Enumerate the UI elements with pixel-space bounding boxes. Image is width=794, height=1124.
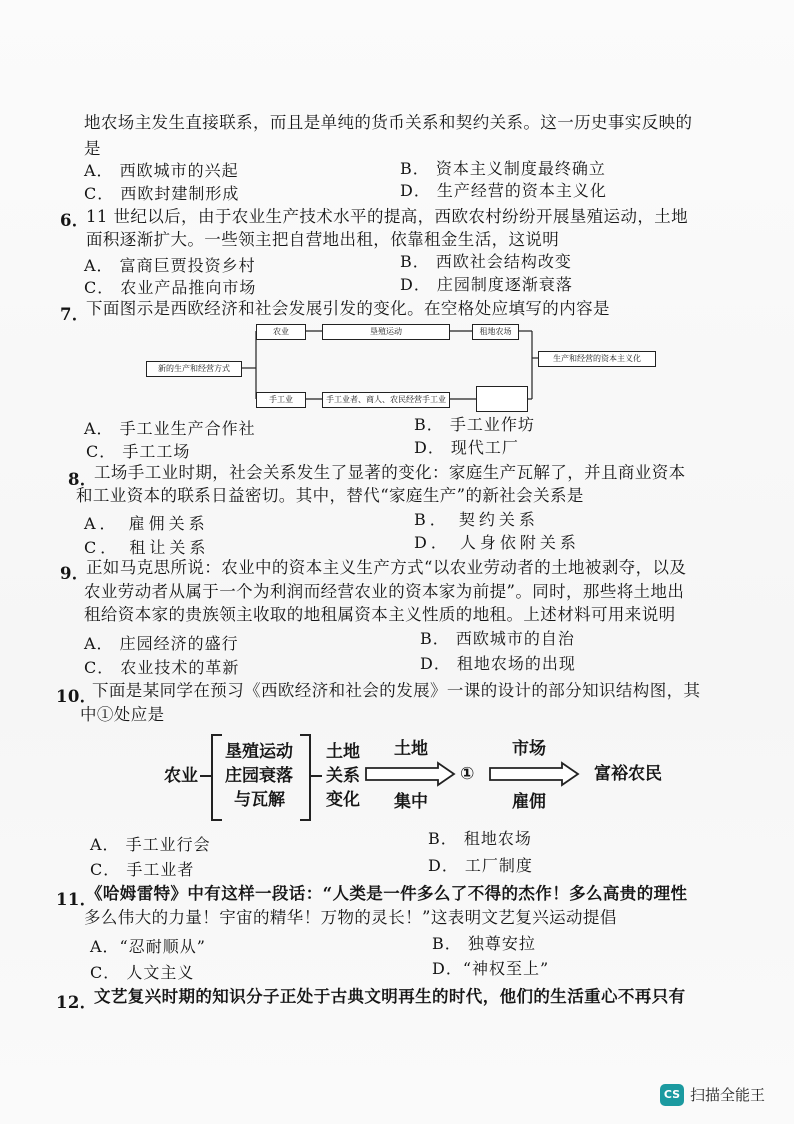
q7-option-b: B． 手工业作坊 xyxy=(414,415,535,434)
q10-rich-farmers: 富裕农民 xyxy=(594,764,662,784)
q10-bracket-line3: 与瓦解 xyxy=(234,790,285,810)
q8-option-d: D． 人身依附关系 xyxy=(414,533,580,552)
q7-number: 7． xyxy=(60,305,89,324)
camscanner-brand: 扫描全能王 xyxy=(690,1086,766,1104)
q10-arrow2-bottom: 雇佣 xyxy=(512,792,546,812)
q9-number: 9． xyxy=(60,564,89,583)
q7-box-right: 生产和经营的资本主义化 xyxy=(538,351,656,367)
q9-stem-line2: 农业劳动者从属于一个为利润而经营农业的资本家为前提”。同时，那些将土地出 xyxy=(84,582,685,601)
q12-stem-line1: 文艺复兴时期的知识分子正处于古典文明再生的时代，他们的生活重心不再只有 xyxy=(94,987,686,1006)
q8-stem-line2: 和工业资本的联系日益密切。其中，替代“家庭生产”的新社会关系是 xyxy=(76,486,584,505)
q7-box-craftsmen: 手工业者、商人、农民经营手工业 xyxy=(322,392,450,408)
q10-mid-line1: 土地 xyxy=(326,742,360,762)
q5-stem-line2: 是 xyxy=(84,139,101,158)
q8-number: 8． xyxy=(68,470,97,489)
q6-stem-line2: 面积逐渐扩大。一些领主把自营地出租，依靠租金生活，这说明 xyxy=(86,230,560,249)
q10-mid-line3: 变化 xyxy=(326,790,360,810)
q10-stem-line2: 中①处应是 xyxy=(80,705,165,724)
q6-option-b: B． 西欧社会结构改变 xyxy=(400,252,572,271)
q11-option-a: A．“忍耐顺从” xyxy=(90,937,206,956)
camscanner-logo-icon: CS xyxy=(660,1084,684,1106)
q9-option-a: A． 庄园经济的盛行 xyxy=(84,634,239,653)
q7-stem: 下面图示是西欧经济和社会发展引发的变化。在空格处应填写的内容是 xyxy=(86,299,610,318)
q8-option-b: B． 契约关系 xyxy=(414,510,539,529)
q11-number: 11． xyxy=(56,890,97,909)
q10-option-a: A． 手工业行会 xyxy=(90,835,211,854)
q6-option-a: A． 富商巨贾投资乡村 xyxy=(84,256,256,275)
q5-option-a: A． 西欧城市的兴起 xyxy=(84,161,239,180)
q9-option-b: B． 西欧城市的自治 xyxy=(420,629,575,648)
q11-option-d: D．“神权至上” xyxy=(432,959,550,978)
q7-box-agriculture: 农业 xyxy=(256,324,306,340)
q10-arrow1-top: 土地 xyxy=(394,739,428,759)
q5-option-c: C． 西欧封建制形成 xyxy=(84,184,240,203)
q10-number: 10． xyxy=(56,687,97,706)
q11-option-b: B． 独尊安拉 xyxy=(432,934,536,953)
q10-bracket-line1: 垦殖运动 xyxy=(225,742,293,762)
q10-option-b: B． 租地农场 xyxy=(428,829,532,848)
q10-option-c: C． 手工业者 xyxy=(90,860,195,879)
q5-option-b: B． 资本主义制度最终确立 xyxy=(400,159,606,178)
q6-option-d: D． 庄园制度逐渐衰落 xyxy=(400,275,573,294)
q10-option-d: D． 工厂制度 xyxy=(428,856,533,875)
q11-stem-line1: 《哈姆雷特》中有这样一段话：“人类是一件多么了不得的杰作！多么高贵的理性 xyxy=(86,884,688,903)
q7-box-reclamation: 垦殖运动 xyxy=(322,324,450,340)
q10-agriculture: 农业 xyxy=(164,766,198,786)
q6-number: 6． xyxy=(60,211,89,230)
q10-bracket-line2: 庄园衰落 xyxy=(225,766,293,786)
q10-circle-blank: ① xyxy=(460,764,475,784)
q9-option-c: C． 农业技术的革新 xyxy=(84,658,240,677)
q7-option-c: C． 手工工场 xyxy=(86,442,191,461)
q9-option-d: D． 租地农场的出现 xyxy=(420,654,576,673)
q10-stem-line1: 下面是某同学在预习《西欧经济和社会的发展》一课的设计的部分知识结构图，其 xyxy=(92,681,701,700)
q6-stem-line1: 11 世纪以后，由于农业生产技术水平的提高，西欧农村纷纷开展垦殖运动，土地 xyxy=(86,207,689,226)
q12-number: 12． xyxy=(56,993,97,1012)
q7-box-left: 新的生产和经营方式 xyxy=(146,361,242,377)
q9-stem-line3: 租给资本家的贵族领主收取的地租属资本主义性质的地租。上述材料可用来说明 xyxy=(84,605,676,624)
q8-option-a: A． 雇佣关系 xyxy=(84,514,209,533)
q6-option-c: C． 农业产品推向市场 xyxy=(84,278,257,297)
q5-stem-line1: 地农场主发生直接联系，而且是单纯的货币关系和契约关系。这一历史事实反映的 xyxy=(84,113,693,132)
q8-stem-line1: 工场手工业时期，社会关系发生了显著的变化：家庭生产瓦解了，并且商业资本 xyxy=(94,463,686,482)
q11-stem-line2: 多么伟大的力量！宇宙的精华！万物的灵长！”这表明文艺复兴运动提倡 xyxy=(84,908,617,927)
q7-option-a: A． 手工业生产合作社 xyxy=(84,419,256,438)
q7-box-handicraft: 手工业 xyxy=(256,392,306,408)
q5-option-d: D． 生产经营的资本主义化 xyxy=(400,181,607,200)
q10-mid-line2: 关系 xyxy=(326,766,360,786)
q11-option-c: C． 人文主义 xyxy=(90,963,195,982)
q10-arrow1-bottom: 集中 xyxy=(394,792,428,812)
q7-option-d: D． 现代工厂 xyxy=(414,438,519,457)
q7-box-tenant-farm: 租地农场 xyxy=(472,324,519,340)
q9-stem-line1: 正如马克思所说：农业中的资本主义生产方式“以农业劳动者的土地被剥夺，以及 xyxy=(86,558,687,577)
q10-arrow2-top: 市场 xyxy=(512,739,546,759)
q8-option-c: C． 租让关系 xyxy=(84,538,210,557)
